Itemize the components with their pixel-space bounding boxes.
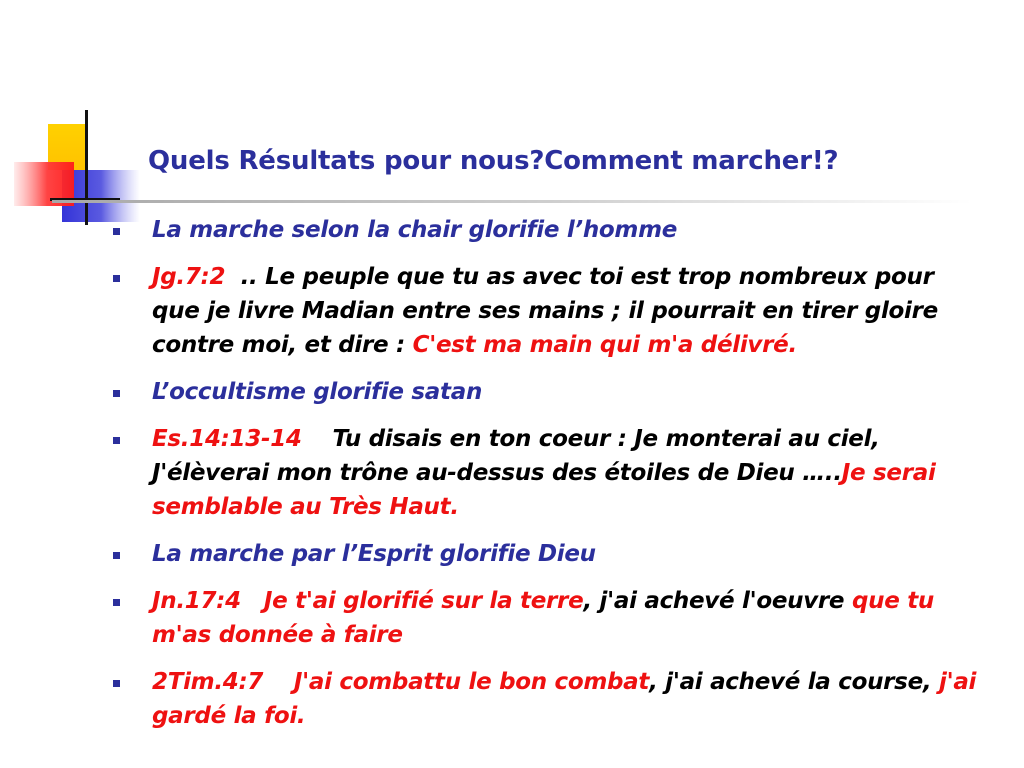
bullet-item	[108, 260, 988, 362]
bullet-text-red: Je serai semblable au Très Haut.	[152, 460, 944, 520]
bullet-text-red: 2Tim.4:7 J'ai combattu le bon combat	[152, 669, 650, 695]
bullet-item	[108, 584, 988, 652]
bullet-list	[108, 213, 988, 746]
bullet-text-red: que tu m'as donnée à faire	[152, 588, 942, 648]
slide-decoration	[0, 0, 150, 240]
slide-title: Quels Résultats pour nous?Comment marcher!?	[148, 146, 839, 176]
bullet-marker	[113, 390, 120, 397]
bullet-text-blue: La marche selon la chair glorifie l’homme	[152, 217, 678, 243]
bullet-text-red: Es.14:13-14	[152, 426, 302, 452]
bullet-item	[108, 665, 988, 733]
bullet-text-blue: La marche par l’Esprit glorifie Dieu	[152, 541, 596, 567]
bullet-item	[108, 422, 988, 524]
bullet-marker	[113, 228, 120, 235]
bullet-text-black: , j'ai achevé la course,	[649, 669, 940, 695]
bullet-text-black: , j'ai achevé l'oeuvre	[583, 588, 852, 614]
bullet-marker	[113, 437, 120, 444]
bullet-item	[108, 213, 988, 247]
bullet-text-blue: L’occultisme glorifie satan	[152, 379, 483, 405]
bullet-item	[108, 375, 988, 409]
bullet-text-red: C'est ma main qui m'a délivré.	[412, 332, 797, 358]
bullet-text-red: j'ai gardé la foi.	[152, 669, 984, 729]
bullet-marker	[113, 599, 120, 606]
title-divider	[52, 200, 972, 203]
bullet-text-red: Jg.7:2	[152, 264, 226, 290]
bullet-marker	[113, 680, 120, 687]
bullet-marker	[113, 275, 120, 282]
bullet-text-red: Jn.17:4 Je t'ai glorifié sur la terre	[152, 588, 584, 614]
bullet-marker	[113, 552, 120, 559]
bullet-item	[108, 537, 988, 571]
bullet-text-black: Tu disais en ton coeur : Je monterai au ciel, J'élèverai mon trône au-dessus des étoiles de Dieu …..	[152, 426, 888, 486]
vertical-line	[85, 110, 88, 225]
bullet-text-black: .. Le peuple que tu as avec toi est trop nombreux pour que je livre Madian entre ses mains ; il pourrait en tirer gloire contre moi, et dire :	[152, 264, 946, 358]
